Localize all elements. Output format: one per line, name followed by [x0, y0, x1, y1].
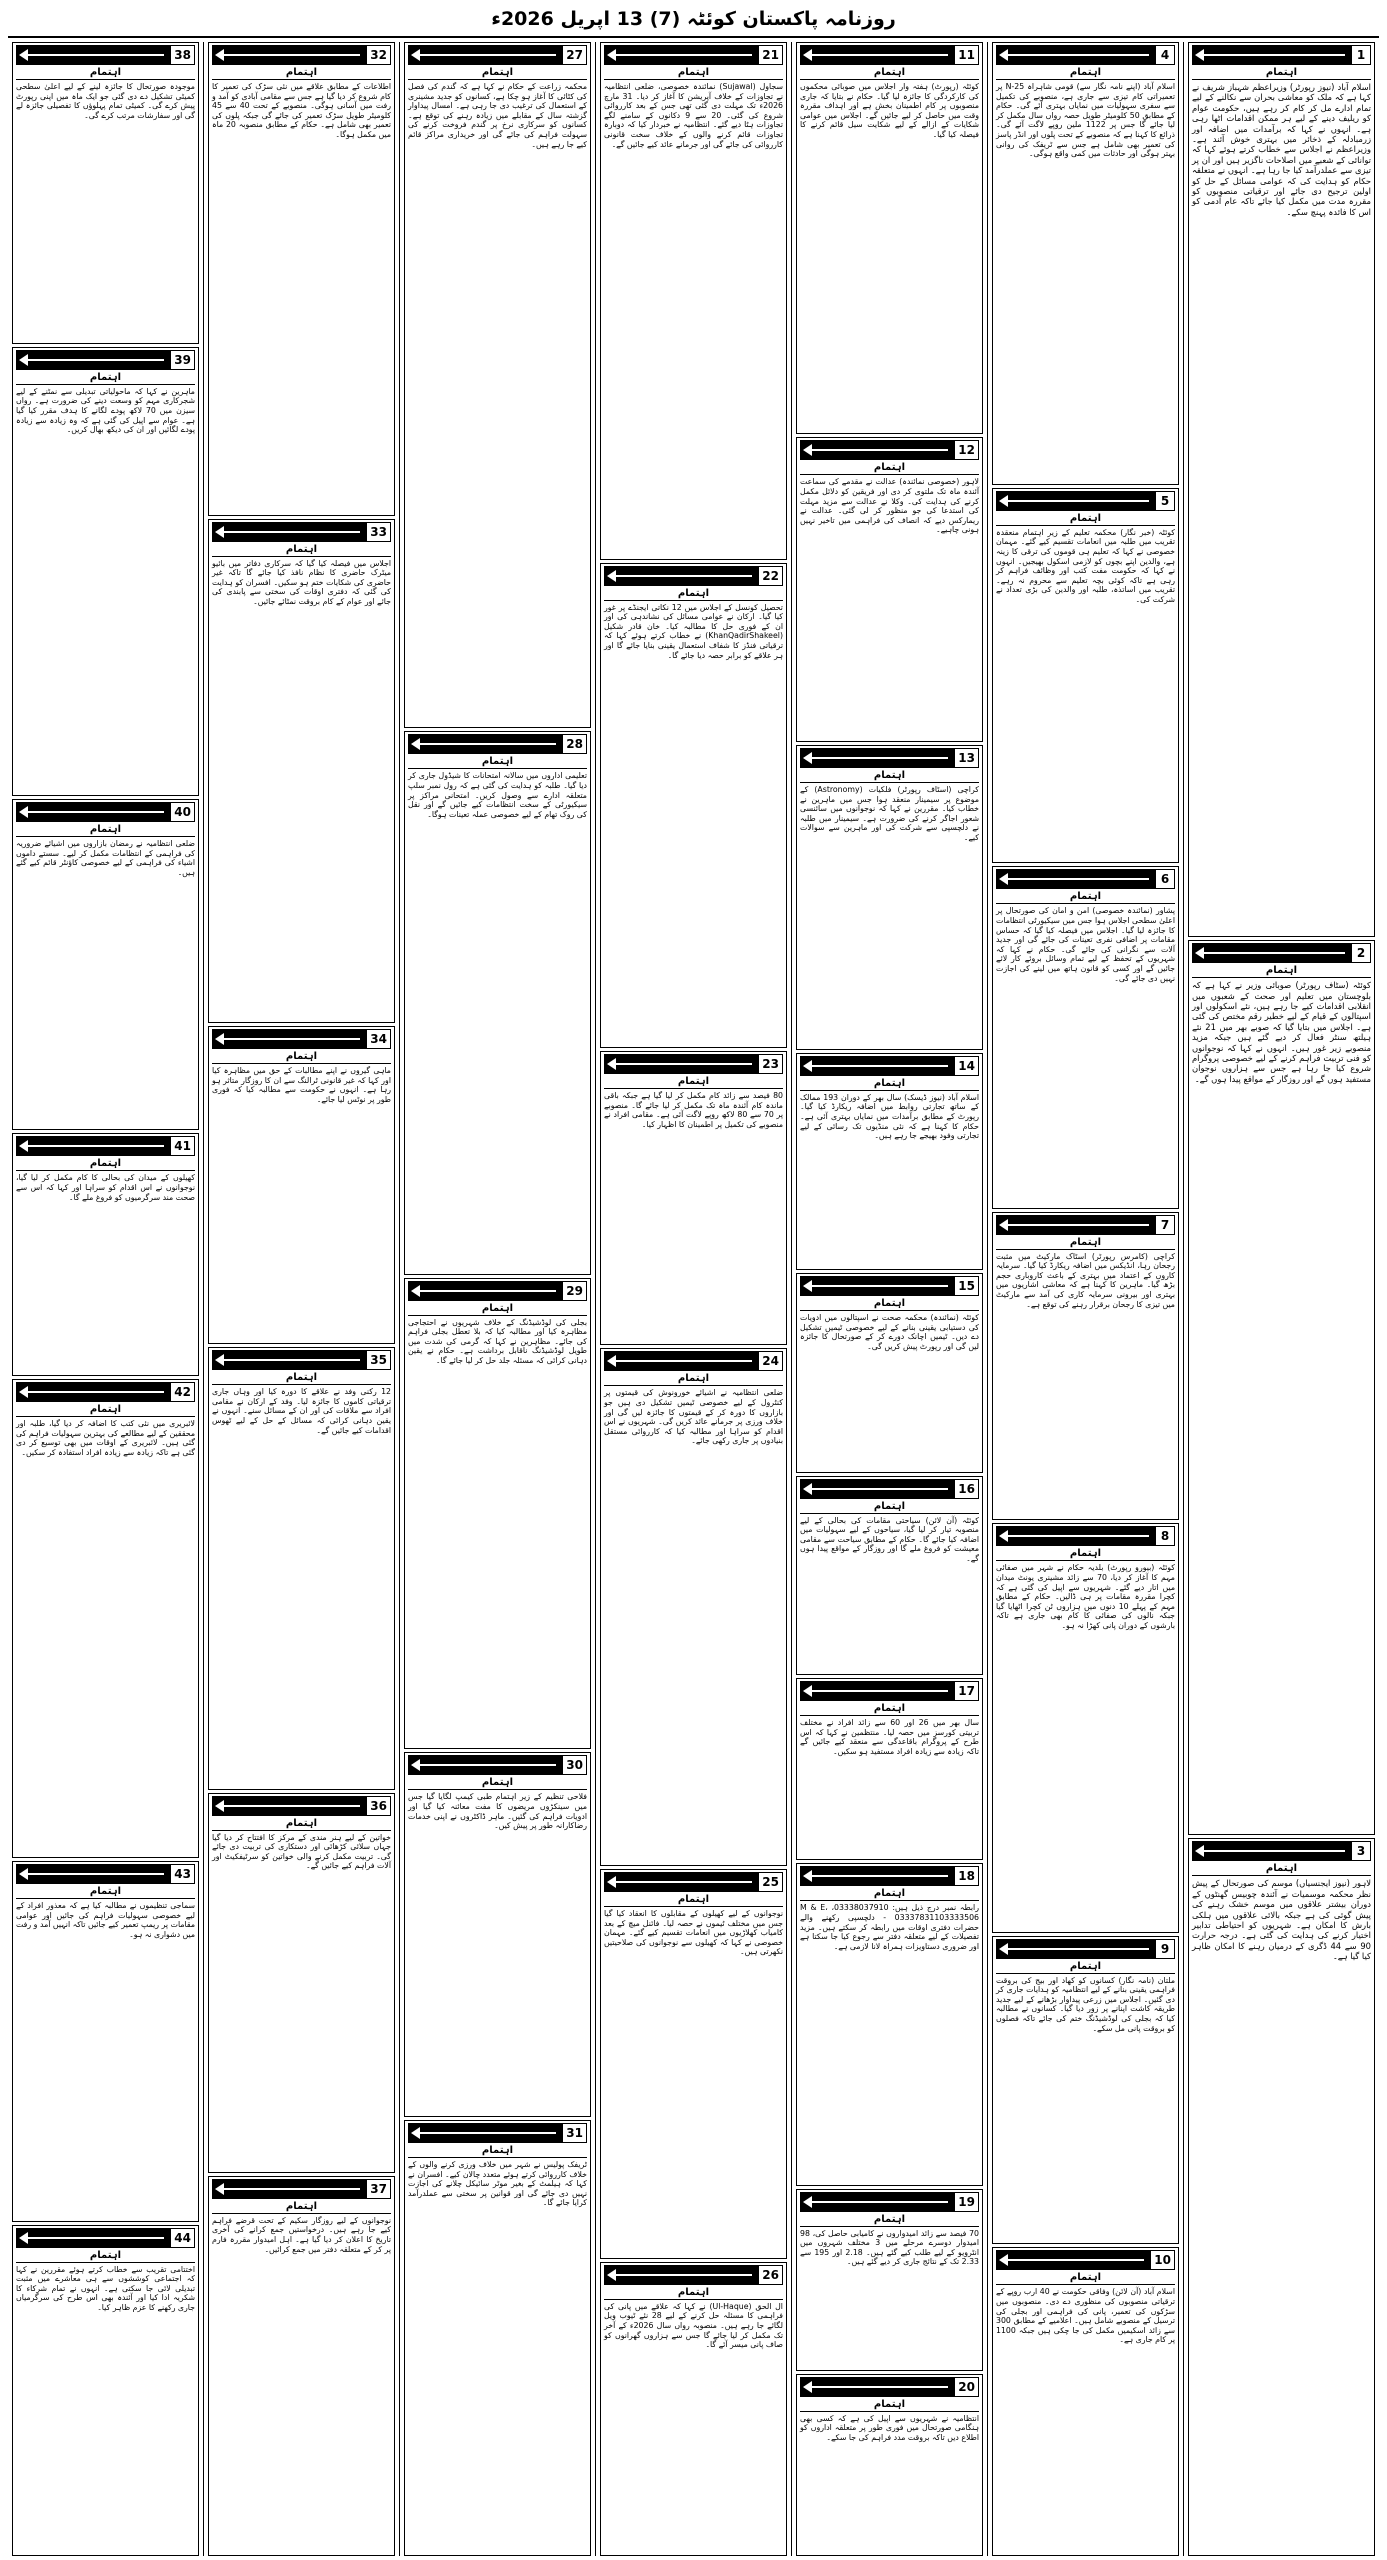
article-body: 12 رکنی وفد نے علاقے کا دورہ کیا اور وہاں جاری ترقیاتی کاموں کا جائزہ لیا۔ وفد کے ارکان نے مقامی افراد سے ملاقات کی اور ان کے مسائل سنے۔ انہوں نے یقین دہانی کرائی کہ مسائل کے حل کے لیے ٹھوس اقدامات کیے جائیں گے۔	[212, 1387, 391, 1435]
header-arrow-icon	[408, 1281, 562, 1301]
article-subheader: اہتمام	[408, 67, 587, 80]
article-subheader: اہتمام	[408, 1303, 587, 1316]
article-subheader: اہتمام	[212, 1051, 391, 1064]
article-number: 16	[954, 1479, 979, 1499]
article-number: 26	[758, 2265, 783, 2285]
article-subheader: اہتمام	[800, 462, 979, 475]
article-body: کوئٹہ (آن لائن) سیاحتی مقامات کی بحالی کے لیے منصوبہ تیار کر لیا گیا، سیاحوں کے لیے سہولیات میں اضافہ کیا جائے گا۔ حکام کے مطابق سیاحت سے مقامی معیشت کو فروغ ملے گا اور روزگار کے مواقع پیدا ہوں گے۔	[800, 1515, 979, 1564]
news-column-3	[791, 42, 987, 2556]
header-arrow-icon	[1192, 1841, 1351, 1861]
article-number: 32	[366, 45, 391, 65]
article-body: اختتامی تقریب سے خطاب کرتے ہوئے مقررین نے کہا کہ اجتماعی کوششوں سے ہی معاشرے میں مثبت تبدیلی لائی جا سکتی ہے۔ انہوں نے تمام شرکاء کا شکریہ ادا کیا اور آئندہ بھی اس طرح کی سرگرمیاں جاری رکھنے کا عزم ظاہر کیا۔	[16, 2264, 195, 2313]
article-subheader: اہتمام	[212, 67, 391, 80]
article-header	[800, 2192, 979, 2212]
article-block[interactable]	[796, 437, 983, 742]
article-number: 4	[1155, 45, 1175, 65]
article-number: 36	[366, 1796, 391, 1816]
article-subheader: اہتمام	[408, 2145, 587, 2158]
header-arrow-icon	[996, 869, 1155, 889]
article-block[interactable]	[404, 2120, 591, 2556]
header-arrow-icon	[800, 1479, 954, 1499]
header-arrow-icon	[212, 1029, 366, 1049]
article-body: کوئٹہ (رپورٹ) ہفتہ وار اجلاس میں صوبائی محکموں کی کارکردگی کا جائزہ لیا گیا۔ حکام نے بتایا کہ جاری منصوبوں پر کام اطمینان بخش ہے اور اہداف مقررہ وقت میں حاصل کر لیے جائیں گے۔ اجلاس میں عوامی شکایات کے ازالے کے لیے شکایت سیل قائم کرنے کا فیصلہ کیا گیا۔	[800, 82, 979, 139]
article-block[interactable]	[600, 563, 787, 1049]
article-block[interactable]	[404, 1278, 591, 1750]
article-subheader: اہتمام	[16, 1158, 195, 1171]
header-arrow-icon	[16, 1382, 170, 1402]
article-number: 33	[366, 522, 391, 542]
article-block[interactable]	[208, 1347, 395, 1789]
article-subheader: اہتمام	[604, 1373, 783, 1386]
header-arrow-icon	[800, 45, 954, 65]
article-header	[800, 1681, 979, 1701]
article-body: خواتین کے لیے ہنر مندی کے مرکز کا افتتاح کر دیا گیا جہاں سلائی کڑھائی اور دستکاری کی تربیت دی جائے گی۔ تربیت مکمل کرنے والی خواتین کو سرٹیفکیٹ اور آلات فراہم کیے جائیں گے۔	[212, 1832, 391, 1871]
news-column-7	[8, 42, 203, 2556]
article-subheader: اہتمام	[212, 1818, 391, 1831]
article-header	[212, 522, 391, 542]
article-block[interactable]	[796, 1678, 983, 1860]
article-number: 40	[170, 802, 195, 822]
header-arrow-icon	[408, 2123, 562, 2143]
article-header	[16, 1864, 195, 1884]
article-subheader: اہتمام	[1192, 67, 1371, 80]
article-number: 23	[758, 1054, 783, 1074]
article-body: لائبریری میں نئی کتب کا اضافہ کر دیا گیا، طلبہ اور محققین کے لیے مطالعے کی بہترین سہولیات فراہم کی گئی ہیں۔ لائبریری کے اوقات میں بھی توسیع کر دی گئی ہے تاکہ زیادہ سے زیادہ افراد استفادہ کر سکیں۔	[16, 1419, 195, 1457]
article-body: اسلام آباد (نیوز رپورٹر) وزیراعظم شہباز شریف نے کہا ہے کہ ملک کو معاشی بحران سے نکالنے کے لیے تمام ادارے مل کر کام کر رہے ہیں، حکومت عوام کو ریلیف دینے کے لیے ہر ممکن اقدامات اٹھا رہی ہے۔ انہوں نے کہا کہ برآمدات میں اضافہ اور زرمبادلہ کے ذخائر میں بہتری خوش آئند ہے۔ وزیراعظم نے اجلاس سے خطاب کرتے ہوئے کہا کہ توانائی کے شعبے میں اصلاحات ناگزیر ہیں اور ان پر تیزی سے عملدرآمد کیا جا رہا ہے۔ انہوں نے متعلقہ حکام کو ہدایت کی کہ عوامی مسائل کے حل کو اولین ترجیح دی جائے اور ترقیاتی منصوبوں کو مقررہ مدت میں مکمل کیا جائے تاکہ عام آدمی کو اس کا فائدہ پہنچ سکے۔	[1192, 82, 1371, 217]
article-body: ماہی گیروں نے اپنے مطالبات کے حق میں مظاہرہ کیا اور کہا کہ غیر قانونی ٹرالنگ سے ان کا روزگار متاثر ہو رہا ہے۔ انہوں نے حکومت سے مطالبہ کیا کہ فوری طور پر نوٹس لیا جائے۔	[212, 1066, 391, 1104]
article-subheader: اہتمام	[212, 544, 391, 557]
article-block[interactable]	[404, 731, 591, 1274]
article-subheader: اہتمام	[212, 1372, 391, 1385]
article-header	[604, 1054, 783, 1074]
article-number: 6	[1155, 869, 1175, 889]
header-arrow-icon	[996, 45, 1155, 65]
article-header	[996, 1939, 1175, 1959]
header-arrow-icon	[800, 440, 954, 460]
header-arrow-icon	[16, 1864, 170, 1884]
news-column-2	[987, 42, 1183, 2556]
article-subheader: اہتمام	[996, 1237, 1175, 1250]
article-header	[800, 1866, 979, 1886]
article-block[interactable]	[796, 1053, 983, 1270]
article-block[interactable]	[12, 799, 199, 1130]
article-header	[408, 1755, 587, 1775]
header-arrow-icon	[800, 748, 954, 768]
article-subheader: اہتمام	[604, 2287, 783, 2300]
article-header	[16, 350, 195, 370]
article-header	[1192, 1841, 1371, 1861]
header-arrow-icon	[16, 1136, 170, 1156]
article-body: ملتان (نامہ نگار) کسانوں کو کھاد اور بیج کی بروقت فراہمی یقینی بنانے کے لیے انتظامیہ کو ہدایات جاری کر دی گئیں۔ اجلاس میں زرعی پیداوار بڑھانے کے لیے جدید طریقہ کاشت اپنانے پر زور دیا گیا۔ کسانوں نے مطالبہ کیا کہ بجلی کی لوڈشیڈنگ ختم کی جائے تاکہ فصلوں کو بروقت پانی مل سکے۔	[996, 1975, 1175, 2033]
article-header	[800, 2377, 979, 2397]
article-body: اسلام آباد (آن لائن) وفاقی حکومت نے 40 ارب روپے کے ترقیاتی منصوبوں کی منظوری دے دی۔ منصوبوں میں سڑکوں کی تعمیر، پانی کی فراہمی اور بجلی کی ترسیل کے منصوبے شامل ہیں۔ اعلامیے کے مطابق 300 سے زائد اسکیمیں مکمل کی جا چکی ہیں جبکہ 1100 پر کام جاری ہے۔	[996, 2287, 1175, 2345]
article-body: 70 فیصد سے زائد امیدواروں نے کامیابی حاصل کی، 98 امیدوار دوسرے مرحلے میں 3 مختلف شہروں میں انٹرویو کے لیے طلب کیے گئے ہیں۔ 2.18 اور 195 سے 2.33 تک کے نتائج جاری کر دیے گئے ہیں۔	[800, 2228, 980, 2267]
article-body: کوئٹہ (سٹاف رپورٹر) صوبائی وزیر نے کہا ہے کہ بلوچستان میں تعلیم اور صحت کے شعبوں میں انقلابی اقدامات کیے جا رہے ہیں، نئے اسکولوں اور اسپتالوں کے قیام کے لیے خطیر رقم مختص کی گئی ہے۔ اجلاس میں بتایا گیا کہ صوبے بھر میں 21 نئے ہیلتھ سنٹر فعال کر دیے گئے ہیں جبکہ مزید منصوبے زیر غور ہیں۔ انہوں نے کہا کہ نوجوانوں کو فنی تربیت فراہم کرنے کے لیے خصوصی پروگرام شروع کیا جا رہا ہے جس سے ہزاروں نوجوان مستفید ہوں گے اور روزگار کے مواقع پیدا ہوں گے۔	[1192, 980, 1371, 1084]
article-number: 24	[758, 1351, 783, 1371]
article-header	[16, 2228, 195, 2248]
article-block[interactable]	[600, 1051, 787, 1345]
article-body: فلاحی تنظیم کے زیر اہتمام طبی کیمپ لگایا گیا جس میں سینکڑوں مریضوں کا مفت معائنہ کیا گیا اور ادویات فراہم کی گئیں۔ ماہر ڈاکٹروں نے اپنی خدمات رضاکارانہ طور پر پیش کیں۔	[408, 1792, 587, 1831]
article-subheader: اہتمام	[996, 67, 1175, 80]
article-subheader: اہتمام	[996, 1548, 1175, 1561]
header-arrow-icon	[800, 1276, 954, 1296]
article-body: سماجی تنظیموں نے مطالبہ کیا ہے کہ معذور افراد کے لیے خصوصی سہولیات فراہم کی جائیں اور عوامی مقامات پر ریمپ تعمیر کیے جائیں تاکہ انہیں آمد و رفت میں دشواری نہ ہو۔	[16, 1900, 195, 1939]
header-arrow-icon	[800, 1056, 954, 1076]
article-number: 31	[562, 2123, 587, 2143]
article-subheader: اہتمام	[604, 67, 783, 80]
article-body: ال الحق (Ul-Haque) نے کہا کہ علاقے میں پانی کی فراہمی کا مسئلہ حل کرنے کے لیے 28 نئے ٹیوب ویل لگائے جا رہے ہیں۔ منصوبہ رواں سال 2026ء کے آخر تک مکمل کر لیا جائے گا جس سے ہزاروں گھرانوں کو صاف پانی میسر آئے گا۔	[604, 2301, 783, 2350]
article-body: اسلام آباد (نیوز ڈیسک) سال بھر کے دوران 193 ممالک کے ساتھ تجارتی روابط میں اضافہ ریکارڈ کیا گیا۔ رپورٹ کے مطابق برآمدات میں نمایاں بہتری آئی ہے۔ حکام کا کہنا ہے کہ نئی منڈیوں تک رسائی کے لیے تجارتی وفود بھیجے جا رہے ہیں۔	[800, 1092, 979, 1141]
article-header	[800, 45, 979, 65]
article-block[interactable]	[208, 2176, 395, 2556]
header-arrow-icon	[800, 2377, 954, 2397]
article-block[interactable]	[796, 2374, 983, 2556]
article-body: تعلیمی اداروں میں سالانہ امتحانات کا شیڈول جاری کر دیا گیا۔ طلبہ کو ہدایت کی گئی ہے کہ رول نمبر سلپ متعلقہ ادارے سے وصول کریں۔ امتحانی مراکز پر سیکیورٹی کے سخت انتظامات کیے جائیں گے اور نقل کی روک تھام کے لیے خصوصی عملہ تعینات ہوگا۔	[408, 771, 587, 819]
article-header	[604, 45, 783, 65]
article-header	[996, 1215, 1175, 1235]
article-header	[800, 748, 979, 768]
article-body: موجودہ صورتحال کا جائزہ لینے کے لیے اعلیٰ سطحی کمیٹی تشکیل دے دی گئی جو ایک ماہ میں اپنی رپورٹ پیش کرے گی۔ کمیٹی تمام پہلوؤں کا تفصیلی جائزہ لے گی اور سفارشات مرتب کرے گی۔	[16, 82, 195, 120]
article-header	[408, 1281, 587, 1301]
article-body: ٹریفک پولیس نے شہر میں خلاف ورزی کرنے والوں کے خلاف کارروائی کرتے ہوئے متعدد چالان کیے۔ افسران نے کہا کہ ہیلمٹ کے بغیر موٹر سائیکل چلانے کی اجازت نہیں دی جائے گی اور قوانین پر سختی سے عملدرآمد کرایا جائے گا۔	[408, 2159, 587, 2208]
article-number: 44	[170, 2228, 195, 2248]
article-subheader: اہتمام	[996, 1961, 1175, 1974]
article-number: 3	[1351, 1841, 1371, 1861]
header-arrow-icon	[408, 734, 562, 754]
article-body: رابطہ نمبر درج ذیل ہیں: 03338037910، M & E، 03337831103333506 - دلچسپی رکھنے والے حضرات دفتری اوقات میں رابطہ کر سکتے ہیں۔ مزید تفصیلات کے لیے متعلقہ دفتر سے رجوع کیا جا سکتا ہے اور ضروری دستاویزات ہمراہ لانا لازمی ہے۔	[800, 1903, 979, 1951]
article-body: انتظامیہ نے شہریوں سے اپیل کی ہے کہ کسی بھی ہنگامی صورتحال میں فوری طور پر متعلقہ اداروں کو اطلاع دیں تاکہ بروقت مدد فراہم کی جا سکے۔	[800, 2413, 979, 2443]
article-header	[996, 1526, 1175, 1546]
article-number: 5	[1155, 491, 1175, 511]
article-subheader: اہتمام	[604, 588, 783, 601]
article-block[interactable]	[992, 1523, 1179, 1932]
header-arrow-icon	[212, 1796, 366, 1816]
article-subheader: اہتمام	[996, 2272, 1175, 2285]
article-subheader: اہتمام	[16, 67, 195, 80]
article-block[interactable]	[796, 1476, 983, 1676]
article-body: اطلاعات کے مطابق علاقے میں نئی سڑک کی تعمیر کا کام شروع کر دیا گیا ہے جس سے مقامی آبادی کو آمد و رفت میں آسانی ہوگی۔ منصوبے کے تحت 40 سے 45 کلومیٹر طویل سڑک تعمیر کی جائے گی جبکہ پلوں کی تعمیر بھی شامل ہے۔ حکام کے مطابق منصوبہ 20 ماہ میں مکمل ہوگا۔	[212, 82, 391, 139]
article-header	[996, 45, 1175, 65]
article-block[interactable]	[208, 1026, 395, 1344]
article-body: نوجوانوں کے لیے کھیلوں کے مقابلوں کا انعقاد کیا گیا جس میں مختلف ٹیموں نے حصہ لیا۔ فائنل میچ کے بعد کامیاب کھلاڑیوں میں انعامات تقسیم کیے گئے۔ مہمان خصوصی نے کہا کہ کھیلوں سے نوجوانوں کی صلاحیتیں نکھرتی ہیں۔	[604, 1908, 783, 1957]
article-subheader: اہتمام	[604, 1076, 783, 1089]
article-body: کوئٹہ (بیورو رپورٹ) بلدیہ حکام نے شہر میں صفائی مہم کا آغاز کر دیا، 70 سے زائد مشینری یونٹ میدان میں اتار دیے گئے۔ شہریوں سے اپیل کی گئی ہے کہ کچرا مقررہ مقامات پر ہی ڈالیں۔ حکام کے مطابق مہم کے پہلے 10 دنوں میں ہزاروں ٹن کچرا اٹھایا گیا جبکہ نالوں کی صفائی کا کام بھی جاری ہے تاکہ بارشوں کے دوران پانی کھڑا نہ ہو۔	[996, 1563, 1175, 1630]
article-block[interactable]	[208, 519, 395, 1024]
article-number: 19	[954, 2192, 979, 2212]
article-header	[16, 45, 195, 65]
article-block[interactable]	[992, 866, 1179, 1208]
article-subheader: اہتمام	[800, 1078, 979, 1091]
article-header	[408, 734, 587, 754]
article-body: لاہور (نیوز ایجنسیاں) موسم کی صورتحال کے پیش نظر محکمہ موسمیات نے آئندہ چوبیس گھنٹوں کے دوران بیشتر علاقوں میں موسم خشک رہنے کی پیش گوئی کی ہے جبکہ بالائی علاقوں میں ہلکی بارش کا امکان ہے۔ شہریوں کو احتیاطی تدابیر اختیار کرنے کی ہدایت کی گئی ہے۔ درجہ حرارت 90 سے 44 ڈگری کے درمیان رہنے کا امکان ظاہر کیا گیا ہے۔	[1192, 1878, 1371, 1962]
article-subheader: اہتمام	[408, 1777, 587, 1790]
article-number: 1	[1351, 45, 1371, 65]
article-block[interactable]	[600, 2262, 787, 2556]
article-number: 9	[1155, 1939, 1175, 1959]
news-column-1	[1183, 42, 1379, 2556]
article-body: کراچی (کامرس رپورٹر) اسٹاک مارکیٹ میں مثبت رجحان رہا، انڈیکس میں اضافہ ریکارڈ کیا گیا۔ سرمایہ کاروں کے اعتماد میں بہتری کے باعث کاروباری حجم بڑھ گیا۔ ماہرین کا کہنا ہے کہ معاشی اشاریوں میں بہتری اور بیرونی سرمایہ کاری کی آمد سے مارکیٹ میں تیزی کا رجحان برقرار رہنے کی توقع ہے۔	[996, 1251, 1175, 1309]
header-arrow-icon	[604, 566, 758, 586]
article-number: 17	[954, 1681, 979, 1701]
article-header	[604, 1351, 783, 1371]
article-body: نوجوانوں کے لیے روزگار سکیم کے تحت قرضے فراہم کیے جا رہے ہیں۔ درخواستیں جمع کرانے کی آخری تاریخ کا اعلان کر دیا گیا ہے۔ اہل امیدوار مقررہ فارم پر کر کے متعلقہ دفتر میں جمع کرائیں۔	[212, 2215, 391, 2254]
article-header	[212, 1029, 391, 1049]
article-subheader: اہتمام	[604, 1894, 783, 1907]
article-number: 21	[758, 45, 783, 65]
article-number: 34	[366, 1029, 391, 1049]
header-arrow-icon	[604, 1054, 758, 1074]
article-number: 25	[758, 1872, 783, 1892]
article-subheader: اہتمام	[16, 2250, 195, 2263]
article-body: اسلام آباد (اپنے نامہ نگار سے) قومی شاہراہ N-25 پر تعمیراتی کام تیزی سے جاری ہے، منصوبے کی تکمیل سے سفری سہولیات میں نمایاں بہتری آئے گی۔ حکام کے مطابق 50 کلومیٹر طویل حصہ رواں سال مکمل کر لیا جائے گا جس پر 1122 ملین روپے لاگت آئے گی۔ ذرائع کا کہنا ہے کہ منصوبے کے تحت پلوں اور انڈر پاسز کی تعمیر بھی شامل ہے جس سے ٹریفک کی روانی بہتر ہوگی اور حادثات میں کمی واقع ہوگی۔	[996, 82, 1176, 159]
article-header	[408, 45, 587, 65]
header-arrow-icon	[604, 45, 758, 65]
header-arrow-icon	[800, 1866, 954, 1886]
article-block[interactable]	[404, 1752, 591, 2117]
article-subheader: اہتمام	[1192, 965, 1371, 978]
article-number: 28	[562, 734, 587, 754]
article-block[interactable]	[796, 2189, 983, 2371]
article-number: 14	[954, 1056, 979, 1076]
article-body: کھیلوں کے میدان کی بحالی کا کام مکمل کر لیا گیا، نوجوانوں نے اس اقدام کو سراہا اور کہا کہ اس سے صحت مند سرگرمیوں کو فروغ ملے گا۔	[16, 1173, 195, 1202]
article-header	[604, 2265, 783, 2285]
article-body: کوئٹہ (نمائندہ) محکمہ صحت نے اسپتالوں میں ادویات کی دستیابی یقینی بنانے کے لیے خصوصی ٹیمیں تشکیل دے دیں۔ ٹیمیں اچانک دورے کر کے صورتحال کا جائزہ لیں گی اور رپورٹ پیش کریں گی۔	[800, 1312, 979, 1351]
article-header	[996, 869, 1175, 889]
article-header	[604, 1872, 783, 1892]
article-header	[604, 566, 783, 586]
article-body: ضلعی انتظامیہ نے رمضان بازاروں میں اشیائے ضروریہ کی فراہمی کے انتظامات مکمل کر لیے۔ سستے داموں اشیاء کی فراہمی کے لیے خصوصی کاؤنٹر قائم کیے گئے ہیں۔	[16, 839, 195, 877]
header-arrow-icon	[1192, 45, 1351, 65]
article-block[interactable]	[12, 2225, 199, 2556]
article-block[interactable]	[12, 1379, 199, 1858]
article-header	[1192, 45, 1371, 65]
article-subheader: اہتمام	[800, 770, 979, 783]
article-subheader: اہتمام	[800, 67, 979, 80]
article-header	[800, 440, 979, 460]
article-number: 22	[758, 566, 783, 586]
article-header	[800, 1276, 979, 1296]
header-arrow-icon	[16, 802, 170, 822]
article-block[interactable]	[992, 42, 1179, 485]
header-arrow-icon	[604, 1872, 758, 1892]
header-arrow-icon	[16, 45, 170, 65]
article-header	[16, 802, 195, 822]
article-body: ضلعی انتظامیہ نے اشیائے خورونوش کی قیمتوں پر کنٹرول کے لیے خصوصی ٹیمیں تشکیل دی ہیں جو بازاروں کا دورہ کر کے قیمتوں کا جائزہ لیں گی اور خلاف ورزی پر جرمانے عائد کریں گی۔ شہریوں نے اس اقدام کو سراہا اور مطالبہ کیا کہ کارروائی مستقل بنیادوں پر جاری رکھی جائے۔	[604, 1388, 783, 1446]
header-arrow-icon	[996, 1526, 1155, 1546]
article-subheader: اہتمام	[800, 1888, 979, 1901]
header-arrow-icon	[996, 491, 1155, 511]
article-body: 80 فیصد سے زائد کام مکمل کر لیا گیا ہے جبکہ باقی ماندہ کام آئندہ ماہ تک مکمل کر لیا جائے گا۔ منصوبے پر 70 سے 80 لاکھ روپے لاگت آئی ہے۔ مقامی افراد نے منصوبے کی تکمیل پر اطمینان کا اظہار کیا۔	[604, 1091, 783, 1129]
article-subheader: اہتمام	[408, 756, 587, 769]
article-number: 10	[1150, 2250, 1175, 2270]
article-number: 29	[562, 1281, 587, 1301]
header-arrow-icon	[996, 1215, 1155, 1235]
article-number: 8	[1155, 1526, 1175, 1546]
article-number: 7	[1155, 1215, 1175, 1235]
article-body: محکمہ زراعت کے حکام نے کہا ہے کہ گندم کی فصل کی کٹائی کا آغاز ہو چکا ہے، کسانوں کو جدید مشینری کے استعمال کی ترغیب دی جا رہی ہے۔ امسال پیداوار گزشتہ سال کے مقابلے میں زیادہ رہنے کی توقع ہے۔ کسانوں کو سرکاری نرخ پر گندم فروخت کرنے کی سہولت فراہم کی جائے گی اور خریداری مراکز قائم کیے جا رہے ہیں۔	[408, 82, 587, 149]
article-block[interactable]	[992, 488, 1179, 864]
article-block[interactable]	[1188, 42, 1375, 937]
article-body: کراچی (اسٹاف رپورٹر) فلکیات (Astronomy) کے موضوع پر سیمینار منعقد ہوا جس میں ماہرین نے خطاب کیا۔ مقررین نے کہا کہ نوجوانوں میں سائنسی شعور اجاگر کرنے کی ضرورت ہے۔ سیمینار میں طلبہ نے دلچسپی سے شرکت کی اور ماہرین سے سوالات کیے۔	[800, 785, 979, 843]
header-arrow-icon	[212, 2179, 366, 2199]
article-body: تحصیل کونسل کے اجلاس میں 12 نکاتی ایجنڈے پر غور کیا گیا۔ ارکان نے عوامی مسائل کی نشاندہی کی اور ان کے فوری حل کا مطالبہ کیا۔ خان قادر شکیل (KhanQadirShakeel) نے خطاب کرتے ہوئے کہا کہ ترقیاتی فنڈز کا شفاف استعمال یقینی بنایا جائے گا اور ہر علاقے کو برابر حصہ دیا جائے گا۔	[604, 602, 783, 660]
article-subheader: اہتمام	[16, 1886, 195, 1899]
article-subheader: اہتمام	[800, 1703, 979, 1716]
article-header	[212, 2179, 391, 2199]
article-number: 20	[954, 2377, 979, 2397]
article-header	[212, 1796, 391, 1816]
article-body: کوئٹہ (خبر نگار) محکمہ تعلیم کے زیر اہتمام منعقدہ تقریب میں طلبہ میں انعامات تقسیم کیے گئے۔ مہمان خصوصی نے کہا کہ تعلیم ہی قوموں کی ترقی کا زینہ ہے، والدین اپنے بچوں کو لازمی اسکول بھیجیں۔ انہوں نے کہا کہ حکومت مفت کتب اور وظائف فراہم کر رہی ہے تاکہ کوئی بچہ تعلیم سے محروم نہ رہے۔ تقریب میں اساتذہ، طلبہ اور والدین کی بڑی تعداد نے شرکت کی۔	[996, 527, 1175, 604]
article-subheader: اہتمام	[212, 2201, 391, 2214]
article-number: 13	[954, 748, 979, 768]
article-number: 12	[954, 440, 979, 460]
article-subheader: اہتمام	[996, 891, 1175, 904]
article-subheader: اہتمام	[16, 1404, 195, 1417]
news-column-6	[203, 42, 399, 2556]
article-subheader: اہتمام	[16, 372, 195, 385]
article-number: 18	[954, 1866, 979, 1886]
article-block[interactable]	[796, 1863, 983, 2185]
article-header	[16, 1136, 195, 1156]
article-header	[1192, 943, 1371, 963]
header-arrow-icon	[408, 1755, 562, 1775]
article-subheader: اہتمام	[800, 1501, 979, 1514]
header-arrow-icon	[604, 1351, 758, 1371]
article-block[interactable]	[796, 1273, 983, 1473]
header-arrow-icon	[996, 1939, 1155, 1959]
article-subheader: اہتمام	[996, 513, 1175, 526]
columns-grid	[8, 42, 1379, 2556]
header-arrow-icon	[604, 2265, 758, 2285]
article-block[interactable]	[12, 1133, 199, 1376]
article-block[interactable]	[1188, 940, 1375, 1835]
article-header	[996, 2250, 1175, 2270]
header-arrow-icon	[16, 2228, 170, 2248]
article-block[interactable]	[12, 1861, 199, 2222]
news-column-5	[399, 42, 595, 2556]
header-arrow-icon	[212, 1350, 366, 1370]
article-body: بجلی کی لوڈشیڈنگ کے خلاف شہریوں نے احتجاجی مظاہرہ کیا اور مطالبہ کیا کہ بلا تعطل بجلی فراہم کی جائے۔ مظاہرین نے کہا کہ گرمی کی شدت میں طویل لوڈشیڈنگ ناقابل برداشت ہے۔ حکام نے یقین دہانی کرائی کہ مسئلہ جلد حل کر لیا جائے گا۔	[408, 1317, 587, 1365]
article-header	[212, 45, 391, 65]
article-block[interactable]	[1188, 1838, 1375, 2556]
article-number: 11	[954, 45, 979, 65]
article-number: 2	[1351, 943, 1371, 963]
article-number: 38	[170, 45, 195, 65]
header-arrow-icon	[212, 45, 366, 65]
article-block[interactable]	[992, 1212, 1179, 1521]
article-number: 39	[170, 350, 195, 370]
article-block[interactable]	[600, 1869, 787, 2259]
article-number: 15	[954, 1276, 979, 1296]
article-number: 35	[366, 1350, 391, 1370]
article-number: 41	[170, 1136, 195, 1156]
header-arrow-icon	[800, 2192, 954, 2212]
article-number: 27	[562, 45, 587, 65]
article-block[interactable]	[796, 42, 983, 434]
article-number: 42	[170, 1382, 195, 1402]
article-body: ماہرین نے کہا کہ ماحولیاتی تبدیلی سے نمٹنے کے لیے شجرکاری مہم کو وسعت دینے کی ضرورت ہے۔ رواں سیزن میں 70 لاکھ پودے لگانے کا ہدف مقرر کیا گیا ہے۔ عوام سے اپیل کی گئی ہے کہ وہ زیادہ سے زیادہ پودے لگائیں اور ان کی دیکھ بھال کریں۔	[16, 386, 195, 435]
article-header	[800, 1479, 979, 1499]
article-block[interactable]	[12, 42, 199, 344]
article-subheader: اہتمام	[800, 2399, 979, 2412]
article-body: اجلاس میں فیصلہ کیا گیا کہ سرکاری دفاتر میں بائیو میٹرک حاضری کا نظام نافذ کیا جائے گا تاکہ غیر حاضری کی شکایات ختم ہو سکیں۔ افسران کو ہدایت کی گئی کہ دفتری اوقات کی سختی سے پابندی کی جائے اور عوام کے کام بروقت نمٹائے جائیں۔	[212, 558, 391, 606]
article-block[interactable]	[600, 42, 787, 560]
article-body: پشاور (نمائندہ خصوصی) امن و امان کی صورتحال پر اعلیٰ سطحی اجلاس ہوا جس میں سیکیورٹی انتظامات کا جائزہ لیا گیا۔ اجلاس میں فیصلہ کیا گیا کہ حساس مقامات پر اضافی نفری تعینات کی جائے گی اور جدید آلات سے نگرانی کی جائے گی۔ حکام نے کہا کہ شہریوں کے تحفظ کے لیے تمام وسائل بروئے کار لائے جائیں گے اور کسی کو قانون ہاتھ میں لینے کی اجازت نہیں دی جائے گی۔	[996, 906, 1175, 983]
article-subheader: اہتمام	[800, 1298, 979, 1311]
header-arrow-icon	[212, 522, 366, 542]
article-body: سال بھر میں 26 اور 60 سے زائد افراد نے مختلف تربیتی کورسز میں حصہ لیا۔ منتظمین نے کہا کہ اس طرح کے پروگرام باقاعدگی سے منعقد کیے جائیں گے تاکہ زیادہ سے زیادہ افراد مستفید ہو سکیں۔	[800, 1718, 980, 1757]
article-subheader: اہتمام	[16, 824, 195, 837]
article-block[interactable]	[992, 1936, 1179, 2245]
article-subheader: اہتمام	[1192, 1863, 1371, 1876]
article-subheader: اہتمام	[800, 2214, 979, 2227]
article-number: 37	[366, 2179, 391, 2199]
news-column-4	[595, 42, 791, 2556]
article-body: سجاول (Sujawal) نمائندہ خصوصی، ضلعی انتظامیہ نے تجاوزات کے خلاف آپریشن کا آغاز کر دیا۔ 31 مارچ 2026ء تک مہلت دی گئی تھی جس کے بعد کارروائی شروع کی گئی۔ 20 سے 9 دکانوں کے سامنے لگے تجاوزات ہٹا دیے گئے۔ انتظامیہ نے خبردار کیا کہ دوبارہ تجاوزات قائم کرنے والوں کے خلاف سخت قانونی کارروائی کی جائے گی اور جرمانے عائد کیے جائیں گے۔	[604, 82, 784, 149]
article-block[interactable]	[404, 42, 591, 728]
article-header	[800, 1056, 979, 1076]
article-body: لاہور (خصوصی نمائندہ) عدالت نے مقدمے کی سماعت آئندہ ماہ تک ملتوی کر دی اور فریقین کو دلائل مکمل کرنے کی ہدایت کی۔ وکلا نے عدالت سے مزید مہلت کی استدعا کی جو منظور کر لی گئی۔ عدالت نے ریمارکس دیے کہ انصاف کی فراہمی میں تاخیر نہیں ہونی چاہیے۔	[800, 477, 979, 535]
article-block[interactable]	[600, 1348, 787, 1866]
masthead-title: روزنامہ پاکستان کوئٹہ (7) 13 اپریل 2026ء	[8, 6, 1379, 38]
article-header	[16, 1382, 195, 1402]
header-arrow-icon	[1192, 943, 1351, 963]
article-block[interactable]	[208, 42, 395, 516]
article-number: 30	[562, 1755, 587, 1775]
article-number: 43	[170, 1864, 195, 1884]
article-header	[212, 1350, 391, 1370]
article-header	[996, 491, 1175, 511]
article-block[interactable]	[208, 1793, 395, 2173]
header-arrow-icon	[800, 1681, 954, 1701]
article-block[interactable]	[12, 347, 199, 796]
header-arrow-icon	[16, 350, 170, 370]
article-block[interactable]	[796, 745, 983, 1050]
header-arrow-icon	[408, 45, 562, 65]
article-block[interactable]	[992, 2247, 1179, 2556]
header-arrow-icon	[996, 2250, 1150, 2270]
article-header	[408, 2123, 587, 2143]
